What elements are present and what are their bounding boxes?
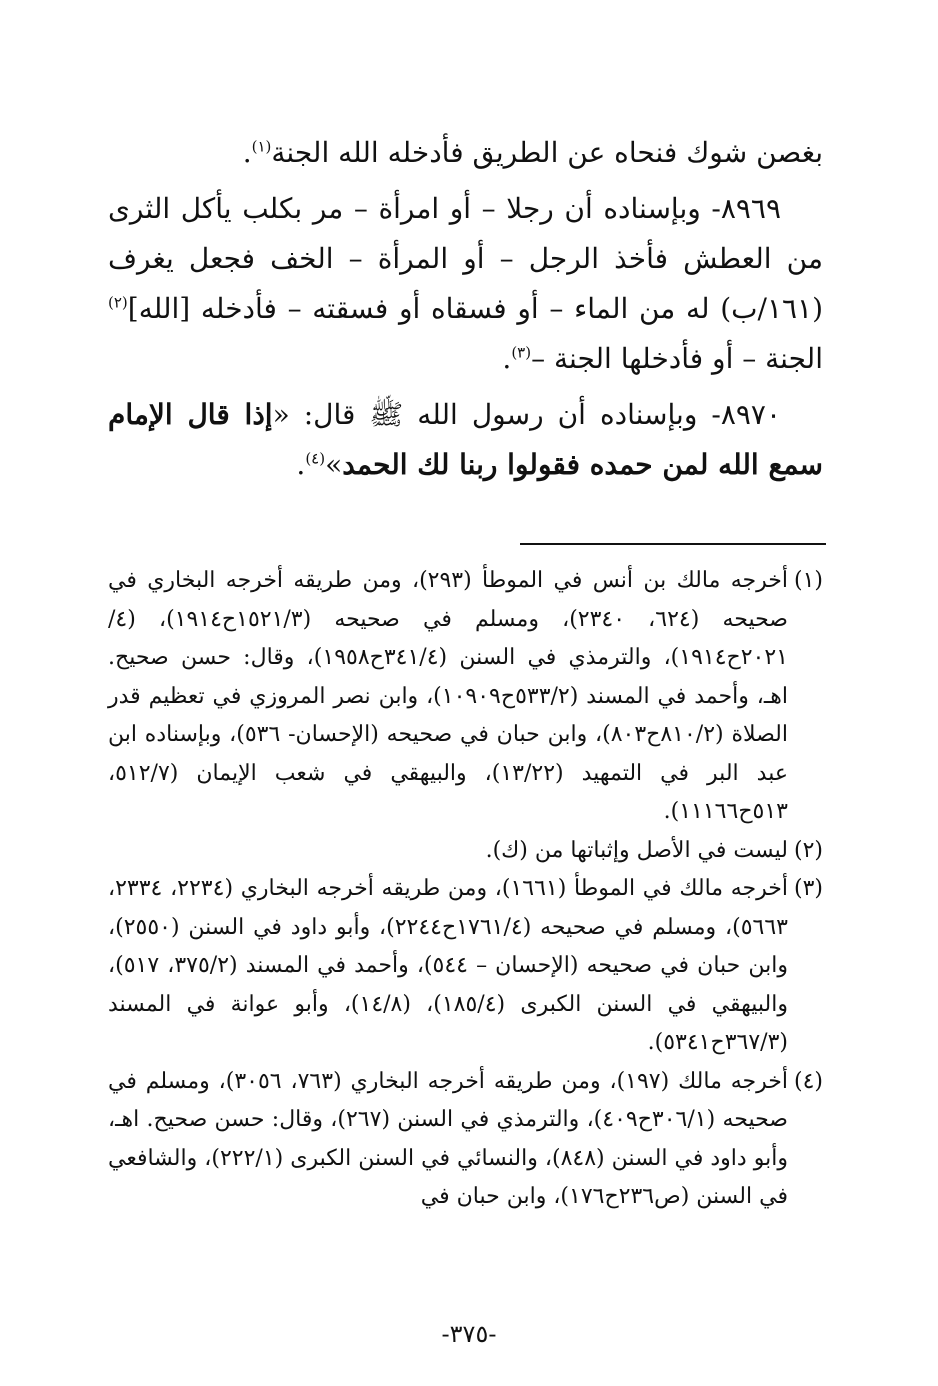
- footnote-2: [108, 832, 823, 871]
- footnotes: [108, 562, 823, 1217]
- footnote-number: (٣): [793, 876, 823, 901]
- hadith-8970: ٨٩٧٠- وبإسناده أن رسول الله ﷺ قال: «إذا قال الإمام سمع الله لمن حمده فقولوا ربنا لك الحمد»$^{(٤)}$.: [108, 398, 823, 481]
- page-number: -٣٧٥-: [441, 1320, 497, 1348]
- hadith-8969: ٨٩٦٩- وبإسناده أن رجلا – أو امرأة – مر بكلب يأكل الثرى من العطش فأخذ الرجل – أو المرأة – الخف فجعل يغرف (١٦١/ب) له من الماء – أو فسقاه أو فسقته – فأدخله [الله]$^{(٢)}$ الجنة – أو فأدخلها الجنة –$^{(٣)}$.: [108, 192, 823, 375]
- footnote-ref: (٤): [305, 449, 326, 468]
- footnote-text: أخرجه مالك (١٩٧)، ومن طريقه أخرجه البخاري (٧٦٣، ٣٠٥٦)، ومسلم في صحيحه (٣٠٦/١ح٤٠٩)، والترمذي في السنن (٢٦٧)، وقال: حسن صحيح. اهـ، وأبو داود في السنن (٨٤٨)، والنسائي في السنن الكبرى (٢٢٢/١)، والشافعي في السنن (ص٢٣٦ح١٧٦)، وابن حبان في: [108, 1068, 789, 1209]
- footnote-1: [108, 562, 823, 832]
- footnote-number: (١): [793, 568, 823, 593]
- footnote-text: أخرجه مالك بن أنس في الموطأ (٢٩٣)، ومن طريقه أخرجه البخاري في صحيحه (٦٢٤، ٢٣٤٠)، ومسلم في صحيحه (١٥٢١/٣ح١٩١٤)، (٤/ ٢٠٢١ح١٩١٤)، والترمذي في السنن (٣٤١/٤ح١٩٥٨)، وقال: حسن صحيح. اهـ، وأحمد في المسند (٥٣٣/٢ح١٠٩٠٩)، وابن نصر المروزي في تعظيم قدر الصلاة (٨١٠/٢ح٨٠٣)، وابن حبان في صحيحه (الإحسان- ٥٣٦)، وبإسناده ابن عبد البر في التمهيد (١٣/٢٢)، والبيهقي في شعب الإيمان (٥١٢/٧، ٥١٣ح١١١٦٦).: [108, 568, 788, 824]
- hadith-number: ٨٩٧٠-: [711, 398, 781, 431]
- footnote-number: (٤): [793, 1068, 823, 1094]
- hadith-text: الجنة – أو فأدخلها الجنة –: [531, 342, 823, 375]
- hadith-number: ٨٩٦٩-: [711, 192, 781, 225]
- hadith-text: وبإسناده أن رسول الله ﷺ قال: «: [272, 398, 712, 431]
- prophetic-quote: إذا قال الإمام سمع الله لمن حمده فقولوا ربنا لك الحمد: [108, 398, 823, 481]
- paragraph-continuation: بغصن شوك فنحاه عن الطريق فأدخله الله الجنة$^{(١)}$.: [242, 136, 823, 169]
- paragraph-text: بغصن شوك فنحاه عن الطريق فأدخله الله الجنة: [271, 136, 823, 169]
- footnote-4: [108, 1063, 823, 1217]
- footnote-text: أخرجه مالك في الموطأ (١٦٦١)، ومن طريقه أخرجه البخاري (٢٢٣٤، ٢٣٣٤، ٥٦٦٣)، ومسلم في صحيحه (١٧٦١/٤ح٢٢٤٤)، وأبو داود في السنن (٢٥٥٠)، وابن حبان في صحيحه (الإحسان – ٥٤٤)، وأحمد في المسند (٣٧٥/٢، ٥١٧)، والبيهقي في السنن الكبرى (١٨٥/٤)، (١٤/٨)، وأبو عوانة في المسند (٣٦٧/٣ح٥٣٤١).: [108, 876, 788, 1055]
- footnote-text: ليست في الأصل وإثباتها من (ك).: [485, 837, 788, 863]
- main-text: [108, 128, 823, 490]
- footnote-ref: (٢): [108, 293, 128, 312]
- footnote-number: (٢): [793, 837, 823, 863]
- footnote-3: [108, 870, 823, 1063]
- hadith-text: وبإسناده أن رجلا – أو امرأة – مر بكلب يأكل الثرى من العطش فأخذ الرجل – أو المرأة – الخف فجعل يغرف (١٦١/ب) له من الماء – أو فسقاه أو فسقته – فأدخله [الله]: [108, 192, 823, 325]
- footnote-ref: (٣): [511, 343, 532, 362]
- footnote-divider: [520, 543, 826, 545]
- footnote-ref: (١): [251, 137, 272, 156]
